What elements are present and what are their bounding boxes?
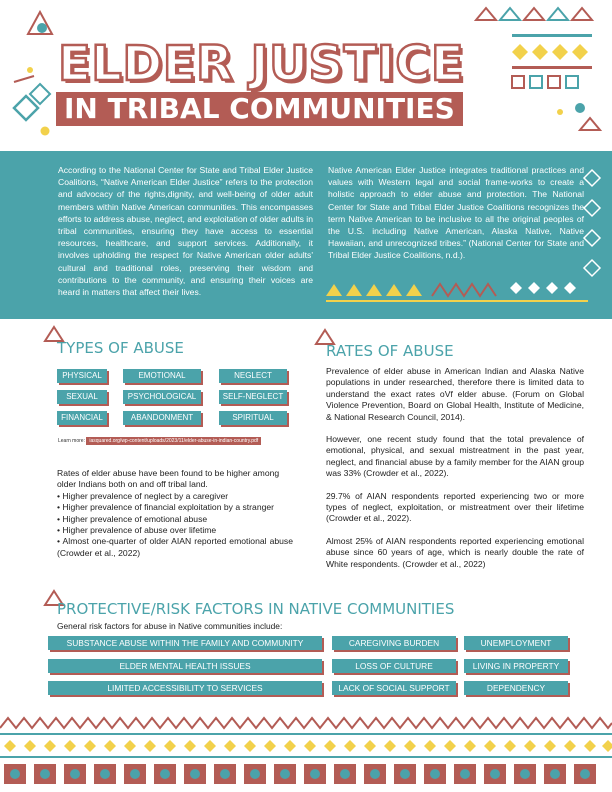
rates-paragraph: However, one recent study found that the total prevalence of emotional, physical, and sexual mistreatment in the past year, neglect, and financial abuse by a family member for the AIAN group was 33% (Crowder et al., 2022). (326, 434, 584, 479)
bullet-item: • Higher prevalence of emotional abuse (57, 513, 208, 524)
abuse-tag-emotional: EMOTIONAL (123, 369, 201, 383)
intro-paragraph-right: Native American Elder Justice integrates traditional practices and values with Western legal and social frame-works to create a holistic approach to elder abuse and protection. The National Center for State and Tribal Elder Justice Coalitions recognizes the term Native American to be inclusive to all the original peoples of the U.S. including Native American, Alaska Native, Native Hawaiian, and unrecognized tribes.” (National Center for State and Tribal Elder Justice Coalitions, n.d.). (328, 165, 584, 261)
intro-paragraph-left: According to the National Center for State and Tribal Elder Justice Coalitions, “Native American Elder Justice” refers to the protection and advocacy of the rights,dignity, and well-being of older adult members within Native American communities. This encompasses efforts to address abuse, neglect, and exploitation of older adults in tribal communities, ensuring they have access to essential resources, healthcare, and support services. Additionally, it involves upholding the respect for Native American older adults' cultural and traditional roles, preserving their wisdom and contributions to the community, and ensuring their voices are heard in matters that affect their lives. (58, 165, 313, 298)
rates-paragraph: Prevalence of elder abuse in American Indian and Alaska Native populations in under researched, therefore there is limited data to understand the exact rates oVf elder abuse. (Forum on Global Violence Prevention, Board on Global Health, Institute of Medicine, & National Research Council, 2014). (326, 366, 584, 422)
abuse-tag-neglect: NEGLECT (219, 369, 287, 383)
bullet-item: • Almost one-quarter of older AIAN reported emotional abuse (Crowder et al., 2022) (57, 536, 293, 558)
risk-factor-pill: DEPENDENCY (464, 681, 568, 695)
rates-paragraph: 29.7% of AIAN respondents reported experiencing two or more types of neglect, exploitation, or mistreatment over their lifetime (Crowder et al., 2022). (326, 490, 584, 524)
rates-of-abuse-title: RATES OF ABUSE (326, 342, 454, 360)
risk-factor-pill: LIVING IN PROPERTY (464, 659, 568, 673)
bullet-item: • Higher prevalence of abuse over lifetime (57, 525, 217, 536)
abuse-tag-spiritual: SPIRITUAL (219, 411, 287, 425)
bullet-item: • Higher prevalence of neglect by a caregiver (57, 490, 229, 501)
learn-more-label: Learn more: (58, 438, 85, 444)
learn-more-link[interactable]: iasquared.org/wp-content/uploads/2023/11/elder-abuse-in-indian-country.pdf (86, 437, 261, 445)
risk-factor-pill: SUBSTANCE ABUSE WITHIN THE FAMILY AND COMMUNITY (48, 636, 322, 650)
abuse-tag-financial: FINANCIAL (57, 411, 107, 425)
abuse-tag-sexual: SEXUAL (57, 390, 107, 404)
risk-factor-pill: LIMITED ACCESSIBILITY TO SERVICES (48, 681, 322, 695)
risk-factor-pill: UNEMPLOYMENT (464, 636, 568, 650)
rates-paragraph: Almost 25% of AIAN respondents reported experiencing emotional abuse since 60 years of age, which is nearly double the rate of White respondents. (Crowder et al., 2022) (326, 535, 584, 569)
abuse-tag-self-neglect: SELF-NEGLECT (219, 390, 287, 404)
protective-factors-title: PROTECTIVE/RISK FACTORS IN NATIVE COMMUNITIES (57, 600, 455, 618)
abuse-tag-abandonment: ABANDONMENT (123, 411, 201, 425)
protective-factors-subtitle: General risk factors for abuse in Native communities include: (57, 621, 283, 631)
types-of-abuse-title: TYPES OF ABUSE (57, 339, 184, 357)
rates-intro-text: Rates of elder abuse have been found to be higher among older Indians both on and off tribal land. (57, 468, 280, 490)
risk-factor-pill: ELDER MENTAL HEALTH ISSUES (48, 659, 322, 673)
page-title: ELDER JUSTICE (58, 36, 465, 92)
bullet-item: • Higher prevalence of financial exploitation by a stranger (57, 502, 275, 513)
risk-factor-pill: LOSS OF CULTURE (332, 659, 456, 673)
risk-factor-pill: LACK OF SOCIAL SUPPORT (332, 681, 456, 695)
risk-factor-pill: CAREGIVING BURDEN (332, 636, 456, 650)
abuse-tag-physical: PHYSICAL (57, 369, 107, 383)
page-subtitle-banner: IN TRIBAL COMMUNITIES (56, 92, 463, 126)
abuse-tag-psychological: PSYCHOLOGICAL (123, 390, 201, 404)
